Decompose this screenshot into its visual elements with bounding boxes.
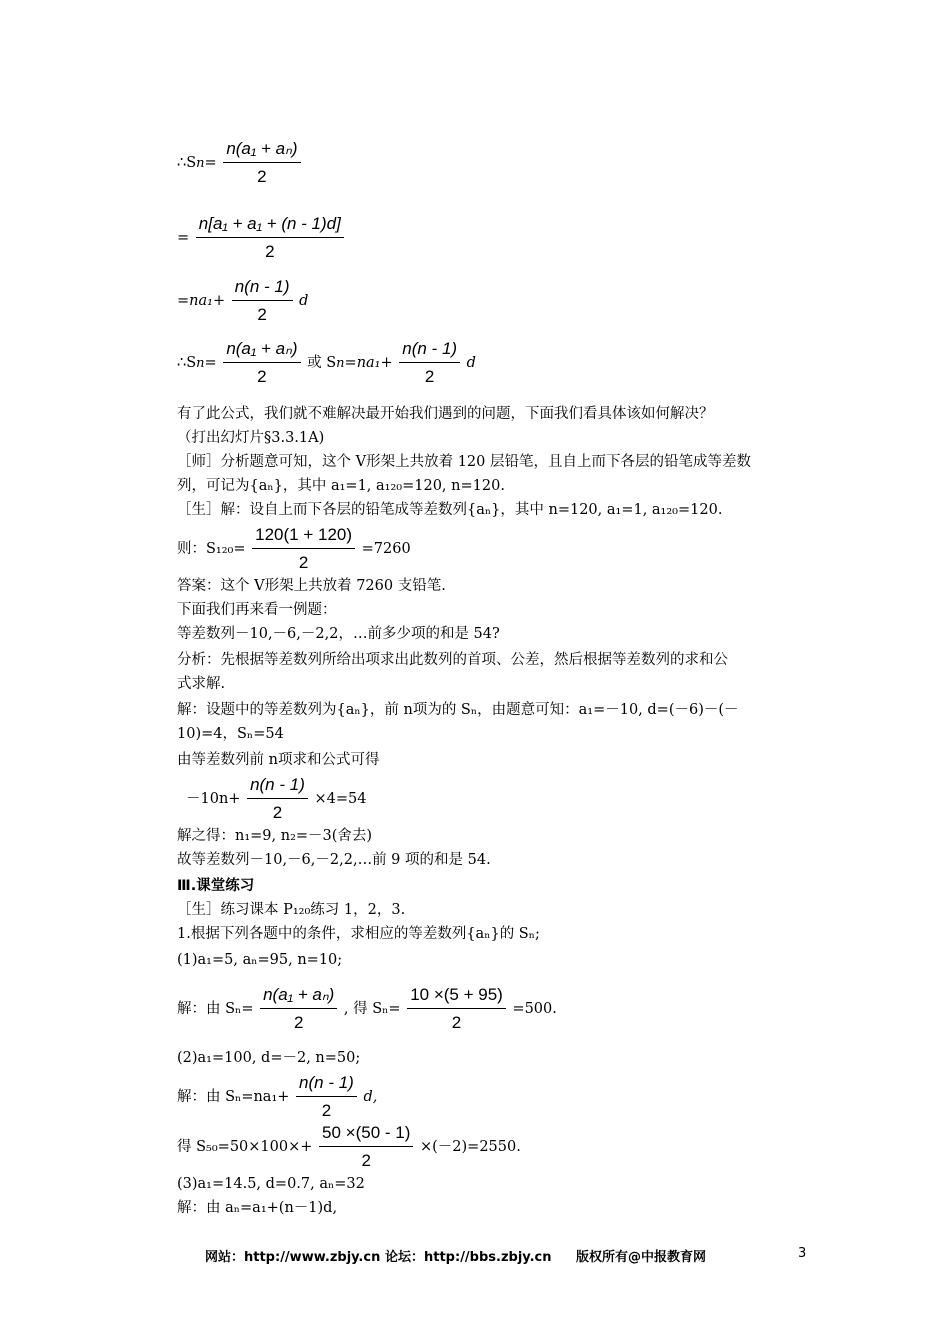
fraction: $\frac{\text{n[a₁ + a₁ + (n - 1)d]}}{2}$ [196, 213, 344, 263]
paragraph: 等差数列－10,－6,－2,2，…前多少项的和是 54? [177, 626, 500, 642]
formula-summary: ∴Sn= $\frac{\text{n(a₁ + aₙ)}}{2}$ 或 Sn=na₁+ $\frac{n(n - 1)}{2}$ d [177, 339, 476, 386]
footer-forum: 论坛：http://bbs.zbjy.cn [385, 1250, 552, 1265]
paragraph: （打出幻灯片§3.3.1A) [177, 430, 325, 446]
formula-step-3: =na₁+ $\frac{n(n - 1)}{2}$ d [177, 277, 309, 324]
section-heading: Ⅲ.课堂练习 [177, 878, 255, 894]
fraction: $\frac{10 \times(5 + 95)}{2}$ [407, 984, 506, 1034]
paragraph: 式求解. [177, 676, 226, 692]
paragraph: 解之得：n₁=9, n₂=－3(舍去) [177, 828, 373, 844]
paragraph: ［生］练习课本 P₁₂₀练习 1，2，3. [177, 902, 406, 918]
fraction: $\frac{n(n - 1)}{2}$ [232, 276, 293, 326]
fraction: $\frac{50 \times(50 - 1)}{2}$ [319, 1122, 413, 1172]
fraction: $\frac{n(n - 1)}{2}$ [296, 1072, 357, 1122]
formula-exercise-1: 解：由 Sₙ= $\frac{\text{n(a₁ + aₙ)}}{2}$ , 得 Sₙ= $\frac{10 \times(5 + 95)}{2}$ =500. [177, 985, 557, 1032]
paragraph: (3)a₁=14.5, d=0.7, aₙ=32 [177, 1176, 365, 1192]
paragraph: 故等差数列－10,－6,－2,2,…前 9 项的和是 54. [177, 852, 491, 868]
paragraph: 分析：先根据等差数列所给出项求出此数列的首项、公差，然后根据等差数列的求和公 [177, 652, 728, 668]
paragraph: 解：由 aₙ=a₁+(n－1)d, [177, 1200, 338, 1216]
paragraph: ［生］解：设自上而下各层的铅笔成等差数列{aₙ}，其中 n=120, a₁=1, a₁₂₀=120. [177, 502, 723, 518]
fraction: $\frac{\text{n(a₁ + aₙ)}}{2}$ [260, 984, 337, 1034]
fraction: $\frac{n(n - 1)}{2}$ [247, 774, 308, 824]
paragraph: (1)a₁=5, aₙ=95, n=10; [177, 952, 343, 968]
formula-sn-1: ∴Sn= $\frac{\text{n(a₁ + aₙ)}}{2}$ [177, 138, 303, 188]
paragraph: 10)=4，Sₙ=54 [177, 726, 284, 742]
formula-s120: 则：S₁₂₀= $\frac{120(1 + 120)}{2}$ =7260 [177, 525, 411, 572]
fraction: $\frac{n(n - 1)}{2}$ [399, 338, 460, 388]
formula-equation: －10n+ $\frac{n(n - 1)}{2}$ ×4=54 [186, 775, 367, 822]
paragraph: 由等差数列前 n项求和公式可得 [177, 752, 380, 768]
page-number: 3 [798, 1246, 807, 1261]
paragraph: 1.根据下列各题中的条件，求相应的等差数列{aₙ}的 Sₙ; [177, 926, 540, 942]
formula-exercise-2b: 得 S₅₀=50×100×+ $\frac{50 \times(50 - 1)}{2}$ ×(－2)=2550. [177, 1123, 521, 1170]
formula-exercise-2: 解：由 Sₙ=na₁+ $\frac{n(n - 1)}{2}$ d, [177, 1073, 378, 1120]
paragraph: 下面我们再来看一例题： [177, 602, 337, 618]
fraction: $\frac{\text{n(a₁ + aₙ)}}{2}$ [223, 338, 300, 388]
paragraph: (2)a₁=100, d=－2, n=50; [177, 1050, 361, 1066]
paragraph: 答案：这个 V形架上共放着 7260 支铅笔. [177, 578, 446, 594]
paragraph: 列，可记为{aₙ}，其中 a₁=1, a₁₂₀=120, n=120. [177, 478, 505, 494]
formula-step-2: = $\frac{\text{n[a₁ + a₁ + (n - 1)d]}}{2}$ [177, 213, 346, 263]
footer-copyright: 版权所有@中报教育网 [576, 1250, 707, 1265]
paragraph: 解：设题中的等差数列为{aₙ}，前 n项为的 Sₙ，由题意可知：a₁=－10, d=(－6)－(－ [177, 702, 739, 718]
paragraph: ［师］分析题意可知，这个 V形架上共放着 120 层铅笔，且自上而下各层的铅笔成等差数 [177, 454, 751, 470]
paragraph: 有了此公式，我们就不难解决最开始我们遇到的问题，下面我们看具体该如何解决？ [177, 406, 714, 422]
fraction: $\frac{120(1 + 120)}{2}$ [252, 524, 355, 574]
footer-site: 网站：http://www.zbjy.cn [205, 1250, 381, 1265]
fraction: $\frac{\text{n(a₁ + aₙ)}}{2}$ [223, 138, 300, 188]
